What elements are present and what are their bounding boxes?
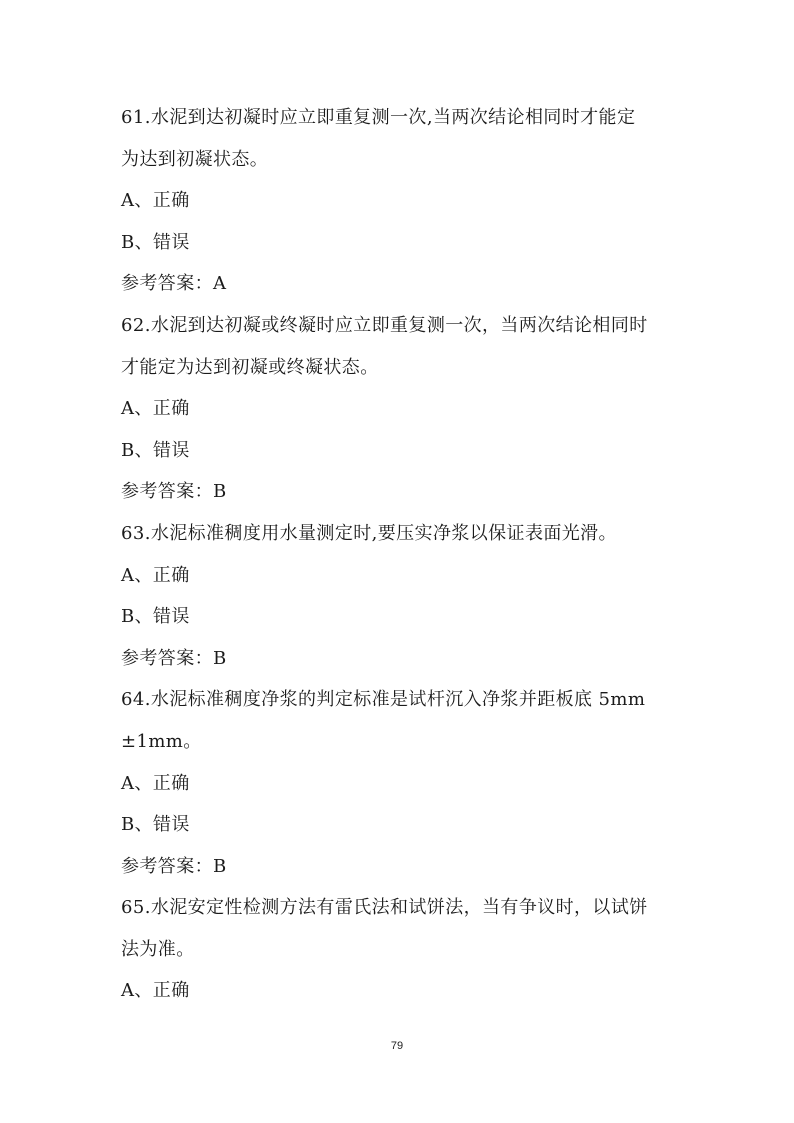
question-61-stem-line-2: 为达到初凝状态。 (121, 148, 269, 170)
question-64-answer: 参考答案：B (121, 855, 227, 877)
question-61-option-a: A、正确 (121, 190, 190, 212)
question-64-option-a: A、正确 (121, 772, 190, 794)
question-65-stem-line-2: 法为准。 (121, 938, 195, 960)
question-65-option-a: A、正确 (121, 980, 190, 1002)
question-62-answer: 参考答案：B (121, 481, 227, 503)
question-63-option-a: A、正确 (121, 564, 190, 586)
question-62-option-b: B、错误 (121, 439, 190, 461)
question-62-option-a: A、正确 (121, 398, 190, 420)
question-63-stem-line-1: 63.水泥标准稠度用水量测定时,要压实净浆以保证表面光滑。 (121, 522, 617, 544)
question-64-stem-line-2: ±1mm。 (121, 730, 202, 752)
question-64-option-b: B、错误 (121, 814, 190, 836)
question-64-stem-line-1: 64.水泥标准稠度净浆的判定标准是试杆沉入净浆并距板底 5mm (121, 689, 646, 711)
question-62-stem-line-1: 62.水泥到达初凝或终凝时应立即重复测一次，当两次结论相同时 (121, 314, 648, 336)
question-63-option-b: B、错误 (121, 606, 190, 628)
page-number: 79 (390, 1040, 404, 1052)
question-61-stem-line-1: 61.水泥到达初凝时应立即重复测一次,当两次结论相同时才能定 (121, 107, 636, 128)
question-65-stem-line-1: 65.水泥安定性检测方法有雷氏法和试饼法，当有争议时，以试饼 (121, 897, 648, 919)
question-63-answer: 参考答案：B (121, 647, 227, 669)
question-62-stem-line-2: 才能定为达到初凝或终凝状态。 (121, 356, 379, 378)
question-61-option-b: B、错误 (121, 231, 190, 253)
question-61-answer: 参考答案：A (121, 273, 227, 295)
question-list (121, 97, 677, 1012)
